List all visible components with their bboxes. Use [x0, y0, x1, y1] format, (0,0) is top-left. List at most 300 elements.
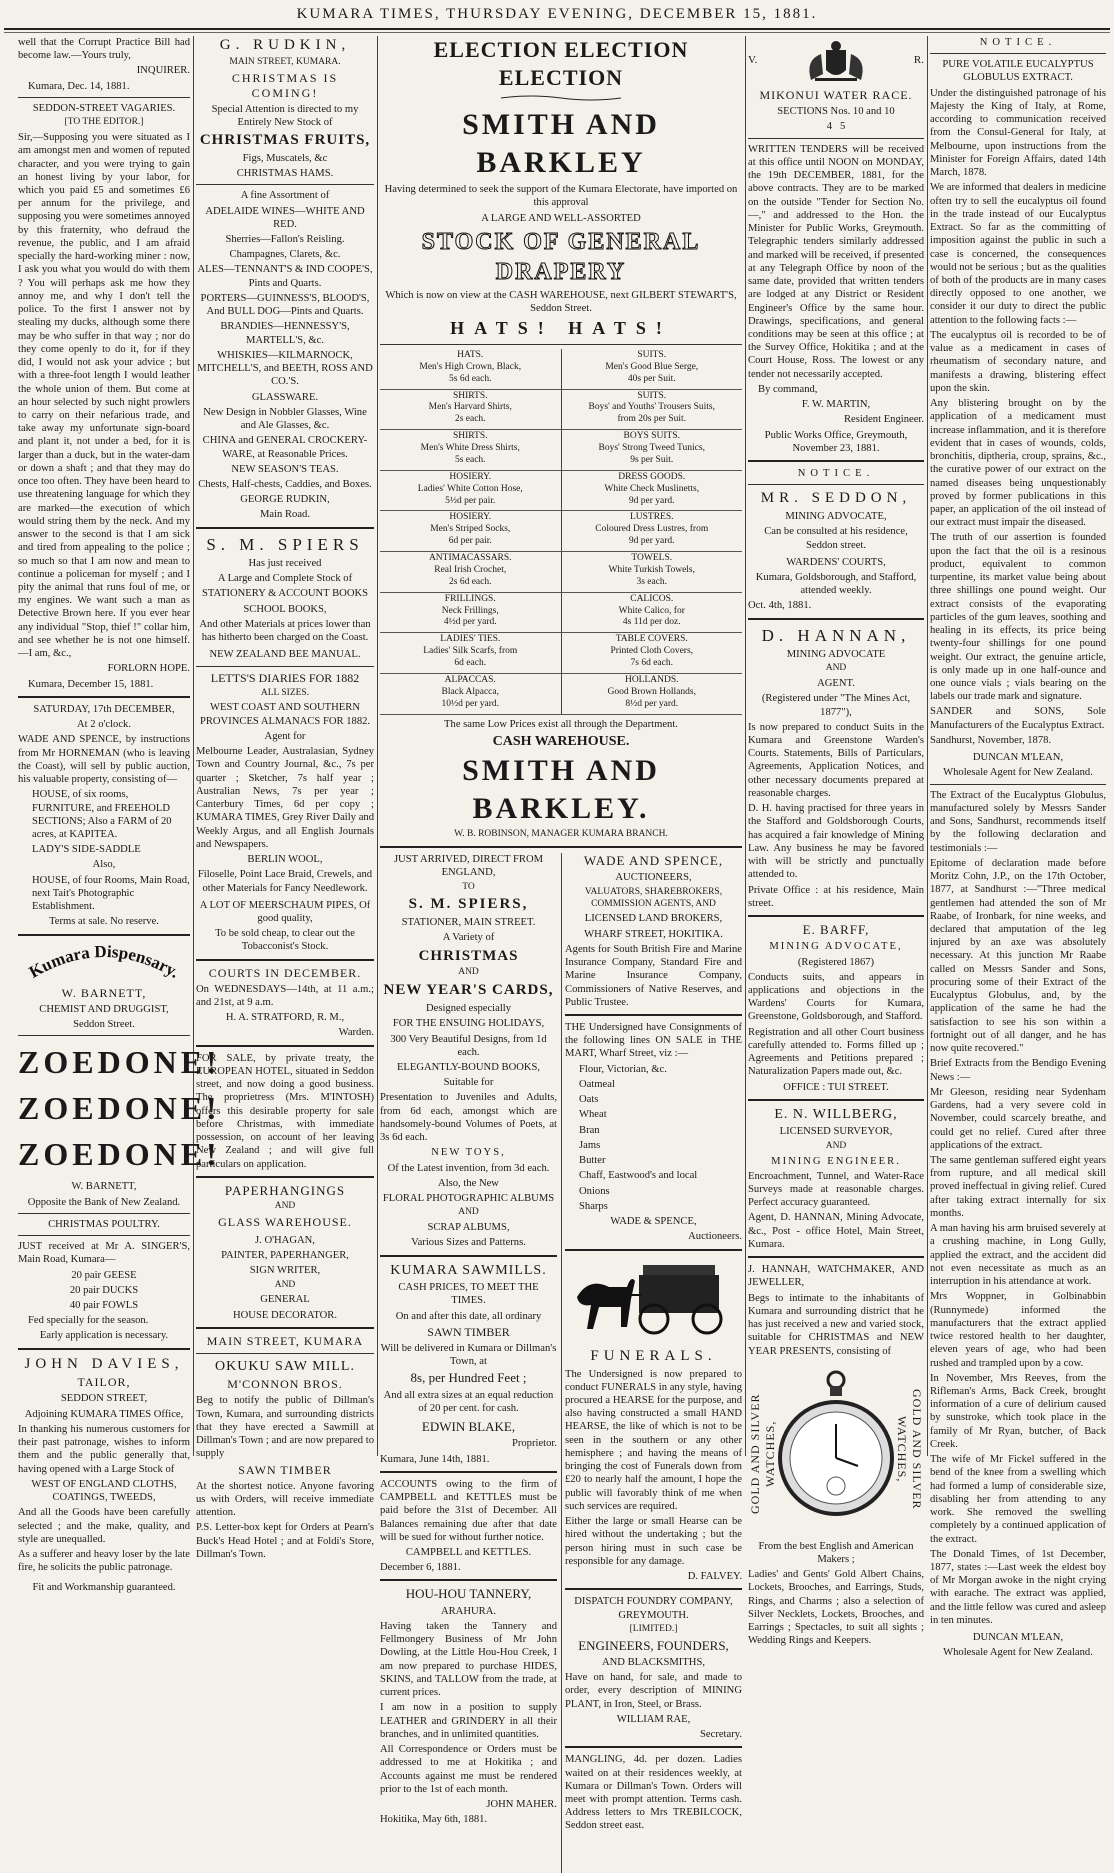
- foundry-engineers: ENGINEERS, FOUNDERS,: [578, 1637, 729, 1653]
- column-rule: [927, 36, 928, 1456]
- funerals-text2: Either the large or small Hearse can be hired without the undertaking ; but the person hiring must in such case be responsible for any damage.: [565, 1516, 742, 1567]
- funerals-title: FUNERALS.: [590, 1347, 717, 1364]
- cash-warehouse: CASH WAREHOUSE.: [492, 733, 630, 749]
- willberg-engineer: MINING ENGINEER.: [771, 1155, 901, 1167]
- price-line: SHIRTS.: [452, 431, 488, 442]
- price-line: 10½d per yard.: [441, 698, 499, 709]
- tailor-street: SEDDON STREET,: [60, 1393, 148, 1405]
- willberg-name: E. N. WILLBERG,: [774, 1106, 898, 1122]
- divider: [196, 1327, 374, 1329]
- column-3-right: [565, 853, 742, 1835]
- hannan-name: D. HANNAN,: [761, 625, 911, 645]
- rudkin-xmas: CHRISTMAS IS COMING!: [231, 70, 339, 100]
- svg-text:Kumara Dispensary.: Kumara Dispensary.: [25, 941, 183, 981]
- rudkin-teas: NEW SEASON'S TEAS.: [231, 463, 339, 475]
- divider: [196, 184, 374, 185]
- mcconnon-bros: M'CONNON BROS.: [227, 1377, 343, 1392]
- price-cell: [561, 470, 742, 511]
- tailor-stock: WEST OF ENGLAND CLOTHS, COATINGS, TWEEDS,: [31, 1478, 177, 1504]
- watches-label-left: GOLD AND SILVER WATCHES,: [748, 1393, 777, 1515]
- price-cell: [561, 511, 742, 552]
- price-line: Men's Striped Socks,: [430, 524, 511, 535]
- paperhangings-and: AND: [274, 1200, 296, 1211]
- divider: [380, 1579, 557, 1581]
- courts-text: On WEDNESDAYS—14th, at 11 a.m.; and 21st, at 9 a.m.: [196, 983, 374, 1008]
- rudkin-name: G. RUDKIN,: [219, 37, 351, 53]
- willberg-text: Encroachment, Tunnel, and Water-Race Surveys made at reasonable charges. Perfect accuracy guaranteed.: [748, 1170, 924, 1209]
- rudkin-teas-text: Chests, Half-chests, Caddies, and Boxes.: [198, 479, 372, 490]
- price-line: TOWELS.: [631, 553, 673, 564]
- tannery-title: HOU-HOU TANNERY,: [405, 1586, 532, 1602]
- barff-registered: (Registered 1867): [797, 956, 875, 968]
- eucalyptus-text: The same gentleman suffered eight years from rupture, and all medical skill proved ineffectual in giving relief. Cured after taking extract internally for six months.: [930, 1154, 1106, 1219]
- hannan-role: MINING ADVOCATE: [786, 648, 886, 660]
- price-cell: [380, 673, 561, 714]
- wardens-text: Kumara, Goldsborough, and Stafford, attended weekly.: [755, 572, 917, 597]
- price-cell: [380, 470, 561, 511]
- spiers-christmas: CHRISTMAS: [418, 947, 519, 964]
- consignment-item: Oats: [579, 1094, 599, 1106]
- price-row: [380, 349, 742, 389]
- accounts-date: December 6, 1881.: [380, 1562, 461, 1574]
- consignment-item: Flour, Victorian, &c.: [579, 1063, 667, 1075]
- spiers-name-2: S. M. SPIERS,: [408, 896, 529, 913]
- okuku-timber: SAWN TIMBER: [238, 1462, 332, 1477]
- price-line: Boys' and Youths' Trousers Suits,: [588, 402, 715, 413]
- rudkin-road: Main Road.: [259, 509, 311, 521]
- price-cell: [561, 349, 742, 389]
- price-line: Neck Frillings,: [441, 605, 499, 616]
- election-headline: ELECTION ELECTION ELECTION: [433, 37, 689, 90]
- column-1: [18, 36, 221, 1593]
- price-line: 6d per pair.: [448, 536, 492, 547]
- spiers-300: 300 Very Beautiful Designs, from 1d each.: [390, 1033, 547, 1058]
- funerals-text: The Undersigned is now prepared to conduct FUNERALS in any style, having procured a HEARSE for the purpose, and also having constructed a small HAND HEARSE, the like of which is not to be seen in the southern or any other hemisphere ; and having the means of bringing the cost of Funerals down from £20 to nearly half the amount, I hope the public will favorably think of me when such services are required.: [565, 1368, 742, 1512]
- column-4: [748, 36, 924, 1647]
- spiers-to: TO: [462, 881, 475, 892]
- smith-barkley-title: SMITH AND BARKLEY: [462, 108, 660, 179]
- spiers-arrived: JUST ARRIVED, DIRECT FROM ENGLAND,: [393, 854, 544, 879]
- price-line: 3s each.: [636, 576, 668, 587]
- consignments-role: Auctioneers.: [688, 1231, 742, 1243]
- dispensary-arch: [24, 941, 184, 981]
- auction-item: Also,: [92, 859, 116, 871]
- spiers-latest: Of the Latest invention, from 3d each.: [387, 1162, 550, 1174]
- sawmills-cash: CASH PRICES, TO MEET THE TIMES.: [398, 1282, 539, 1307]
- price-row: [380, 389, 742, 430]
- price-row: [380, 633, 742, 674]
- mangling-text: MANGLING, 4d. per dozen. Ladies waited on at their residences weekly, at Kumara or Dillman's Town. Orders will meet with prompt attention. Terms cash. Address letters to Mrs TREBILCOCK, Seddon street east.: [565, 1754, 742, 1832]
- eucalyptus-text: A man having his arm bruised severely at a crushing machine, in Long Gully, applied the extract, and the accident did not even necessitate as much as an interruption in his attendance at work.: [930, 1223, 1106, 1288]
- eucalyptus-text: Mrs Woppner, in Golbinabbin (Runnymede) informed the manufacturers that the extract applied twice restored health to her daughter, eleven years of age, who had been rushed and trampled upon by a cow.: [930, 1291, 1106, 1369]
- wade-spence-name: WADE AND SPENCE,: [583, 853, 724, 869]
- seddon-name: MR. SEDDON,: [760, 490, 912, 507]
- watch-illustration: [748, 1364, 924, 1534]
- manager-line: W. B. ROBINSON, MANAGER KUMARA BRANCH.: [454, 829, 668, 840]
- price-cell: [380, 430, 561, 471]
- consignment-item: Onions: [579, 1185, 610, 1197]
- price-line: LADIES' TIES.: [440, 634, 501, 645]
- consignment-item: Sharps: [579, 1200, 608, 1212]
- eucalyptus-agent: DUNCAN M'LEAN,: [972, 1632, 1064, 1644]
- eucalyptus-text: Brief Extracts from the Bendigo Evening News :—: [930, 1058, 1106, 1083]
- rudkin-fruits: CHRISTMAS FRUITS,: [199, 132, 371, 149]
- price-line: DRESS GOODS.: [618, 471, 686, 482]
- price-row: [380, 673, 742, 714]
- letts-papers: Melbourne Leader, Australasian, Sydney Town and Country Journal, &c., 7s per quarter ; Sketcher, 7s half year ; Australian News, 7s per year ; Canterbury Times, 6d per copy ; KUMARA TIMES, Grey River Daily and Weekly Argus, and all English Journals and Newspapers.: [196, 746, 374, 850]
- foundry-limited: [LIMITED.]: [629, 1623, 678, 1634]
- barff-text2: Registration and all other Court business carefully attended to. Forms filled up ; Agreements and Petitions prepared ; Naturalization Papers made out, &c.: [748, 1026, 924, 1078]
- price-line: SUITS.: [637, 390, 667, 401]
- eucalyptus-text: The Donald Times, of 1st December, 1877, states :—Last week the eldest boy of Mr Morgan awoke in the night crying with earache. The extract was applied, and the little fellow was cured and asleep in ten minutes.: [930, 1548, 1106, 1626]
- okuku-ps: P.S. Letter-box kept for Orders at Pearn's Buck's Head Hotel ; and at Foldi's Store, Dillman's Town.: [196, 1522, 374, 1560]
- election-large: A LARGE AND WELL-ASSORTED: [481, 212, 641, 224]
- tailor-fit: Fit and Workmanship guaranteed.: [32, 1581, 176, 1593]
- tannery-date: Hokitika, May 6th, 1881.: [380, 1814, 488, 1826]
- eucalyptus-text: In November, Mrs Reeves, from the Rifleman's Arms, Back Creek, brought information of a cure of delirium caused by sunstroke, which took place in the family of Mr Ryan, butcher, of Back Creek.: [930, 1372, 1106, 1450]
- price-row: [380, 552, 742, 593]
- spiers-books: ELEGANTLY-BOUND BOOKS,: [396, 1062, 541, 1074]
- spiers-name: S. M. SPIERS: [206, 534, 364, 554]
- ohagan-general: GENERAL: [260, 1294, 310, 1306]
- sawmills-text3: And all extra sizes at an equal reduction of 20 per cent. for cash.: [383, 1389, 554, 1414]
- divider: [380, 344, 742, 345]
- price-cell: [380, 389, 561, 430]
- column-rule: [377, 36, 378, 1456]
- price-line: HATS.: [457, 349, 484, 360]
- divider: [565, 1588, 742, 1590]
- price-cell: [380, 592, 561, 633]
- spiers-designed: Designed especially: [425, 1003, 511, 1015]
- letter-signature: INQUIRER.: [136, 65, 190, 77]
- ornament-icon: [501, 94, 621, 102]
- eucalyptus-agent-role: Wholesale Agent for New Zealand.: [943, 767, 1093, 779]
- column-3-subgrid: [380, 853, 742, 1873]
- rudkin-line: ALES—TENNANT'S & IND COOPE'S, Pints and Quarts.: [197, 264, 373, 289]
- tailor-adjoining: Adjoining KUMARA TIMES Office,: [24, 1408, 184, 1420]
- eucalyptus-text: The wife of Mr Fickel suffered in the bend of the knee from a swelling which had formed a lump of considerable size, disabling her from attending to any work. She removed the swelling completely by a continued application of the extract.: [930, 1454, 1106, 1545]
- letter-date: Kumara, December 15, 1881.: [28, 678, 154, 690]
- chemist-street: Seddon Street.: [73, 1019, 135, 1031]
- price-cell: [561, 389, 742, 430]
- tender-signature: F. W. MARTIN,: [801, 399, 871, 411]
- rudkin-line: Sherries—Fallon's Reisling.: [225, 234, 345, 246]
- price-line: from 20s per Suit.: [617, 414, 687, 425]
- pocket-watch-icon: [776, 1368, 896, 1528]
- price-line: Ladies' White Cotton Hose,: [417, 483, 523, 494]
- courts-title: COURTS IN DECEMBER.: [208, 965, 362, 980]
- spiers-various: Various Sizes and Patterns.: [411, 1237, 526, 1249]
- letter-date: Kumara, Dec. 14, 1881.: [28, 80, 130, 92]
- divider: [196, 1176, 374, 1178]
- divider: [196, 1353, 374, 1354]
- spiers-presentation: Presentation to Juveniles and Adults, from 6d each, amongst which are handsomely-bound Volumes of Poets, at 3s 6d each.: [380, 1092, 557, 1144]
- ornament-rule: [380, 93, 742, 106]
- tender-command: By command,: [758, 383, 818, 395]
- hannah-title: J. HANNAH, WATCHMAKER, AND JEWELLER,: [748, 1264, 924, 1289]
- price-line: White Turkish Towels,: [608, 564, 696, 575]
- spiers-holidays: FOR THE ENSUING HOLIDAYS,: [392, 1018, 545, 1030]
- letts-almanacs: WEST COAST AND SOUTHERN PROVINCES ALMANACS FOR 1882.: [199, 702, 371, 727]
- price-line: SHIRTS.: [452, 390, 488, 401]
- price-cell: [380, 511, 561, 552]
- courts-warden: Warden.: [338, 1027, 374, 1039]
- rudkin-glass-text: New Design in Nobbler Glasses, Wine and Ale Glasses, &c.: [203, 406, 367, 432]
- tailor-role: TAILOR,: [77, 1375, 131, 1390]
- wade-spence-valuators: VALUATORS, SHAREBROKERS, COMMISSION AGENTS, AND: [584, 886, 723, 909]
- eucalyptus-agent: DUNCAN M'LEAN,: [972, 752, 1064, 764]
- price-line: Coloured Dress Lustres, from: [595, 524, 709, 535]
- divider: [380, 846, 742, 848]
- divider: [18, 1035, 190, 1036]
- price-line: HOLLANDS.: [624, 674, 679, 685]
- price-line: 4s 11d per doz.: [622, 617, 681, 628]
- poultry-early: Early application is necessary.: [39, 1330, 169, 1342]
- eucalyptus-text: Under the distinguished patronage of his Majesty the King of Italy, at Rome, according to communication received from the Consul-General for Italy, at Melbourne, upon instructions from the Minister for Foreign Affairs, dated 14th March, 1878.: [930, 87, 1106, 179]
- barff-role: MINING ADVOCATE,: [769, 941, 903, 953]
- divider: [196, 666, 374, 667]
- letter-body: Sir,—Supposing you were situated as I am amongst men and women of reputed character, and you were trying to gain an honest living by your labor, for which you paid £5 and sometimes £6 per annum for the privilege, and supposing you were sometimes annoyed by this fraternity, who defraud the revenue, the public, and I am afraid specially the hard-working miner : now, I ask you what you would do with them ? You will perhaps ask me how they annoy me, and why I don't tell the police. To the first I answer not by stealing my ducks, although some there may be who suffer in that way ; nor do they come openly to do it, for if they did, I would not ask your advice ; but with a three-foot length I would leather the whole union of them. But come at an hour selected by such night prowlers to carry on their nefarious trade, and take away my unfortunate sign-board and plant it, not under a bed, for it is larger than a duck, but in the water-dam or down a shaft ; and that they may do once too often. They have been heard to use threatening language for which they are marked—the execution of which would string them by the neck. And my answer to the second is that I am sick and tired from appealing to the police ; so much so that I am now and mean to continue a policeman for myself ; and I pity the animal that runs foul of me, or my engines. We want such a man as Detective Brown here. If you ever hear any individual "Stop, thief !" collar him, and see whether he is not one himself.—I am, &c.,: [18, 132, 190, 660]
- eucalyptus-title: PURE VOLATILE EUCALYPTUS GLOBULUS EXTRACT.: [942, 59, 1094, 84]
- eucalyptus-date: Sandhurst, November, 1878.: [930, 734, 1052, 746]
- price-cell: [561, 430, 742, 471]
- barff-office: OFFICE : TUI STREET.: [783, 1081, 889, 1093]
- price-line: Real Irish Crochet,: [434, 564, 507, 575]
- foundry-secretary: Secretary.: [700, 1729, 742, 1741]
- spiers-variety: A Variety of: [442, 932, 495, 944]
- zoedone-headline: ZOEDONE!: [18, 1044, 221, 1081]
- price-line: 7s 6d each.: [630, 658, 673, 669]
- price-line: Men's Harvard Shirts,: [428, 402, 512, 413]
- divider: [18, 696, 190, 698]
- poultry-item: 40 pair FOWLS: [69, 1300, 139, 1311]
- sawmills-owner: EDWIN BLAKE,: [421, 1419, 516, 1435]
- zoedone-headline: ZOEDONE!: [18, 1136, 221, 1173]
- tailor-text: As a sufferer and heavy loser by the late fire, he solicits the public patronage.: [18, 1549, 190, 1574]
- foundry-text: Have on hand, for sale, and made to order, every description of MINING PLANT, in Iron, Steel, or Brass.: [565, 1672, 742, 1710]
- water-race-fraction: [748, 120, 924, 133]
- okuku-text: Beg to notify the public of Dillman's Town, Kumara, and surrounding districts that they have erected a Sawmill at Dillman's Town ; and are now prepared to supply: [196, 1395, 374, 1460]
- sawmills-title: KUMARA SAWMILLS.: [390, 1262, 547, 1278]
- divider: [18, 1348, 190, 1350]
- price-table: [380, 349, 742, 715]
- divider: [565, 1746, 742, 1748]
- price-row: [380, 511, 742, 552]
- rudkin-line: BRANDIES—HENNESSY'S, MARTELL'S, &c.: [220, 321, 350, 346]
- price-line: Black Alpacca,: [441, 686, 499, 697]
- divider: [565, 1014, 742, 1016]
- tannery-text2: I am now in a position to supply LEATHER and GRINDERY in all their branches, and in unlimited quantities.: [380, 1702, 557, 1740]
- hannan-registered: (Registered under "The Mines Act, 1877"),: [761, 693, 911, 718]
- price-line: White Calico, for: [618, 605, 685, 616]
- price-line: Printed Cloth Covers,: [610, 646, 694, 657]
- eucalyptus-text: Epitome of declaration made before Moritz Cohn, J.P., on the 17th October, 1877, at Sandhurst :—"Three medical gentlemen had attended the son of Mr Raabe, of Ironbark, for nine weeks, and declared that amputation of the leg injured by an axe was absolutely necessary. At this junction Mr Raabe called on Messrs Sander and Sons, procuring some of their Extract of the Eucalyptus Globulus, and, by the application of the same he had the satisfaction to see his son within a fortnight out of all danger, and he has now quite recovered.": [930, 857, 1106, 1055]
- letts-title: LETTS'S DIARIES FOR 1882: [210, 670, 360, 685]
- letts-pipes: A LOT OF MEERSCHAUM PIPES, Of good quality,: [199, 899, 371, 924]
- election-view: Which is now on view at the CASH WAREHOUSE, next GILBERT STEWART'S, Seddon Street.: [385, 289, 737, 315]
- price-line: HOSIERY.: [449, 512, 492, 523]
- water-race-sections: SECTIONS Nos. 10 and 10: [777, 106, 895, 118]
- hotel-sale-text: FOR SALE, by private treaty, the EUROPEAN HOTEL, situated in Seddon street, and now doing a good business. The proprietress (Mrs. M'INTOSH) offers this desirable property for sale before Christmas, with immediate possession, on account of her leaving New Zealand ; and will give full particulars on application.: [196, 1052, 374, 1170]
- divider: [18, 1213, 190, 1214]
- divider: [930, 53, 1106, 54]
- wade-spence-land: LICENSED LAND BROKERS,: [584, 913, 723, 925]
- price-cell: [380, 633, 561, 674]
- price-line: 5s 6d each.: [449, 373, 492, 384]
- price-line: Men's White Dress Shirts,: [420, 443, 520, 454]
- tender-engineer: Resident Engineer.: [843, 414, 924, 426]
- price-line: HOSIERY.: [449, 471, 492, 482]
- price-line: 8½d per yard.: [625, 698, 679, 709]
- price-line: 6d each.: [454, 658, 487, 669]
- auction-date: SATURDAY, 17th DECEMBER,: [33, 703, 175, 715]
- foundry-title: DISPATCH FOUNDRY COMPANY, GREYMOUTH.: [574, 1596, 733, 1621]
- price-line: 2s 6d each.: [449, 576, 492, 587]
- eucalyptus-text: Mr Gleeson, residing near Sydenham Gardens, had a very severe cold in November, could scarcely breathe, and could get no relief. Cured after three applications of the extract.: [930, 1086, 1106, 1151]
- sawmills-price: 8s, per Hundred Feet ;: [410, 1370, 527, 1386]
- price-line: 4½d per yard.: [443, 617, 497, 628]
- price-line: CALICOS.: [630, 593, 674, 604]
- spiers-toys: NEW TOYS,: [431, 1147, 506, 1159]
- price-line: LUSTRES.: [629, 512, 674, 523]
- price-line: Good Brown Hollands,: [607, 686, 696, 697]
- divider: [196, 959, 374, 961]
- divider: [748, 460, 924, 462]
- price-row: [380, 430, 742, 471]
- fraction-numerator: 4: [826, 121, 833, 133]
- rudkin-china: CHINA and GENERAL CROCKERY-WARE, at Reasonable Prices.: [202, 435, 368, 460]
- election-intro: Having determined to seek the support of the Kumara Electorate, have imported on this approval: [384, 184, 738, 209]
- okuku-text2: At the shortest notice. Anyone favoring us with Orders, will receive immediate attention.: [196, 1480, 374, 1519]
- divider: [930, 784, 1106, 785]
- dispensary-arch-title: [18, 941, 190, 986]
- eucalyptus-agent-role: Wholesale Agent for New Zealand.: [943, 1647, 1093, 1659]
- spiers-floral: FLORAL PHOTOGRAPHIC ALBUMS: [382, 1193, 555, 1205]
- glass-warehouse: GLASS WAREHOUSE.: [218, 1214, 352, 1229]
- column-rule: [193, 36, 194, 1456]
- royal-arms-icon: [801, 40, 871, 84]
- consignments-text: THE Undersigned have Consignments of the following lines ON SALE in THE MART, Wharf Street, viz :—: [565, 1022, 742, 1060]
- price-line: Boys' Strong Tweed Tunics,: [598, 443, 705, 454]
- price-line: 5½d per pair.: [445, 495, 496, 506]
- price-row: [380, 592, 742, 633]
- tailor-name: JOHN DAVIES,: [24, 1355, 184, 1372]
- poultry-item: 20 pair GEESE: [71, 1269, 137, 1281]
- letter-to-editor: [TO THE EDITOR.]: [64, 117, 144, 128]
- price-line: BOYS SUITS.: [623, 431, 680, 442]
- price-cell: [561, 552, 742, 593]
- spiers-school: SCHOOL BOOKS,: [243, 603, 327, 615]
- price-line: 40s per Suit.: [627, 373, 676, 384]
- price-cell: [561, 633, 742, 674]
- poultry-text: JUST received at Mr A. SINGER'S, Main Road, Kumara—: [18, 1241, 190, 1266]
- spiers-and: AND: [458, 967, 479, 978]
- spiers-received: Has just received: [248, 557, 322, 569]
- divider: [748, 915, 924, 917]
- spiers-suitable: Suitable for: [443, 1077, 494, 1089]
- divider: [380, 1471, 557, 1473]
- royal-crest: [748, 40, 924, 88]
- spiers-street: STATIONER, MAIN STREET.: [401, 917, 536, 929]
- funerals-signature: D. FALVEY.: [687, 1571, 742, 1583]
- divider: [18, 1235, 190, 1236]
- crest-r: R.: [913, 54, 924, 66]
- rudkin-glass: GLASSWARE.: [251, 391, 319, 403]
- consignments-signature: WADE & SPENCE,: [610, 1216, 697, 1228]
- price-line: 9s per Suit.: [630, 454, 674, 465]
- price-line: 9d per yard.: [628, 536, 675, 547]
- consignment-item: Bran: [579, 1124, 600, 1136]
- letts-wool-text: Filoselle, Point Lace Braid, Crewels, and other Materials for Fancy Needlework.: [197, 869, 373, 894]
- price-cell: [561, 592, 742, 633]
- spiers-and2: AND: [458, 1207, 479, 1218]
- consignments-list: [565, 1063, 742, 1213]
- hannah-text2: Ladies' and Gents' Gold Albert Chains, Lockets, Brooches, and Earrings, Studs, Rings, and Charms ; also a selection of Silver Necklets, Lockets, Brooches, and Earrings ; Spectacles, to suit all sights ; Wedding Rings and Keepers.: [748, 1569, 924, 1647]
- spiers-also: Also, the New: [438, 1177, 499, 1189]
- rudkin-figs: Figs, Muscatels, &c: [242, 152, 328, 164]
- ohagan-sign: SIGN WRITER,: [249, 1265, 321, 1277]
- divider: [18, 97, 190, 98]
- willberg-text2: Agent, D. HANNAN, Mining Advocate, &c., Post - office Hotel, Main Street, Kumara.: [748, 1212, 924, 1250]
- price-line: FRILLINGS.: [444, 593, 496, 604]
- drapery-stock: STOCK OF GENERAL DRAPERY: [421, 228, 701, 285]
- auction-time: At 2 o'clock.: [77, 719, 131, 731]
- smith-barkley-footer: SMITH AND BARKLEY.: [462, 754, 660, 825]
- tannery-text3: All Correspondence or Orders must be addressed to me at Hokitika ; and Accounts against me must be rendered prior to the 1st of each month.: [380, 1744, 557, 1795]
- column-5: [930, 36, 1106, 1659]
- spiers-other: And other Materials at prices lower than has hitherto been charged on the Coast.: [199, 618, 371, 644]
- rudkin-line: PORTERS—GUINNESS'S, BLOOD'S, And BULL DOG—Pints and Quarts.: [200, 292, 370, 318]
- price-line: 5s each.: [454, 454, 486, 465]
- hannan-and: AND: [825, 663, 847, 674]
- divider: [18, 934, 190, 936]
- divider: [748, 618, 924, 620]
- rudkin-street: MAIN STREET, KUMARA.: [229, 56, 341, 67]
- barff-text: Conducts suits, and appears in applications and objections in the Wardens' Courts for Kumara, Greenstone, Goldsborough, and Stafford.: [748, 971, 924, 1023]
- sawmills-text2: Will be delivered in Kumara or Dillman's Town, at: [380, 1342, 557, 1368]
- eucalyptus-text: The Extract of the Eucalyptus Globulus, manufactured solely by Messrs Sander and Sons, Sandhurst, recommends itself by the following declaration and testimonials :—: [930, 789, 1106, 854]
- hannan-text2: D. H. having practised for three years in the Stafford and Goldsborough Courts, has acquired a fair knowledge of Mining Law. Any business he may be favored with will be strictly and punctually attended to.: [748, 803, 924, 881]
- tannery-signature: JOHN MAHER.: [486, 1798, 557, 1810]
- rudkin-line: Champagnes, Clarets, &c.: [229, 249, 341, 261]
- tannery-location: ARAHURA.: [440, 1605, 497, 1617]
- column-rule: [561, 853, 562, 1873]
- eucalyptus-text: SANDER and SONS, Sole Manufacturers of the Eucalyptus Extract.: [930, 706, 1106, 731]
- tailor-text: And all the Goods have been carefully selected ; and the make, quality, and style are unequalled.: [18, 1507, 190, 1545]
- water-race-title: MIKONUI WATER RACE.: [759, 88, 913, 103]
- letter-signature: FORLORN HOPE.: [107, 663, 190, 675]
- consignment-item: Jams: [579, 1139, 601, 1151]
- main-street: MAIN STREET, KUMARA: [206, 1333, 364, 1348]
- eucalyptus-text: Any blistering brought on by the application of a medicament must increase inflammation, and it is therefore evident that in cases of wounds, colds, bronchitis, diptheria, croup, sprains, &c., the curative power of our extract on the named diseases being unquestionably proved by former publications in this paper, an application of the oil instead of our extract must impair the diseased.: [930, 398, 1106, 529]
- divider: [380, 1255, 557, 1257]
- hearse-illustration: [565, 1257, 742, 1341]
- auction-item: HOUSE, of four Rooms, Main Road, next Tait's Photographic Establishment.: [32, 874, 190, 913]
- price-cell: [561, 673, 742, 714]
- column-rule: [745, 36, 746, 1456]
- eucalyptus-text: The truth of our assertion is founded upon the fact that the oil is a resinous product, equivalent to common turpentine, its market value being about three shillings one pound weight. Our extract consists of the evaporating particles of the gum leaves, soothing and healing in its effects, its price being twenty-four shillings for one pound weight. Our extract, the genuine article, is only made up in one half-ounce and one ounce vials ; vials bearing on the labels our trade mark and signature.: [930, 532, 1106, 703]
- okuku-title: OKUKU SAW MILL.: [214, 1358, 355, 1374]
- accounts-text: ACCOUNTS owing to the firm of CAMPBELL and KETTLES must be paid before the 31st of December. All Balances remaining due after that date will be sued for without further notice.: [380, 1478, 557, 1543]
- rudkin-line: WHISKIES—KILMARNOCK, MITCHELL'S, and BEETH, ROSS AND CO.'S.: [197, 349, 373, 388]
- hearse-icon: [569, 1257, 739, 1337]
- letter-title: SEDDON-STREET VAGARIES.: [32, 102, 176, 114]
- divider: [748, 1099, 924, 1101]
- willberg-role: LICENSED SURVEYOR,: [779, 1126, 893, 1138]
- price-cell: [380, 349, 561, 389]
- consignment-item: Chaff, Eastwood's and local: [579, 1170, 698, 1182]
- rudkin-line: ADELAIDE WINES—WHITE AND RED.: [205, 205, 365, 230]
